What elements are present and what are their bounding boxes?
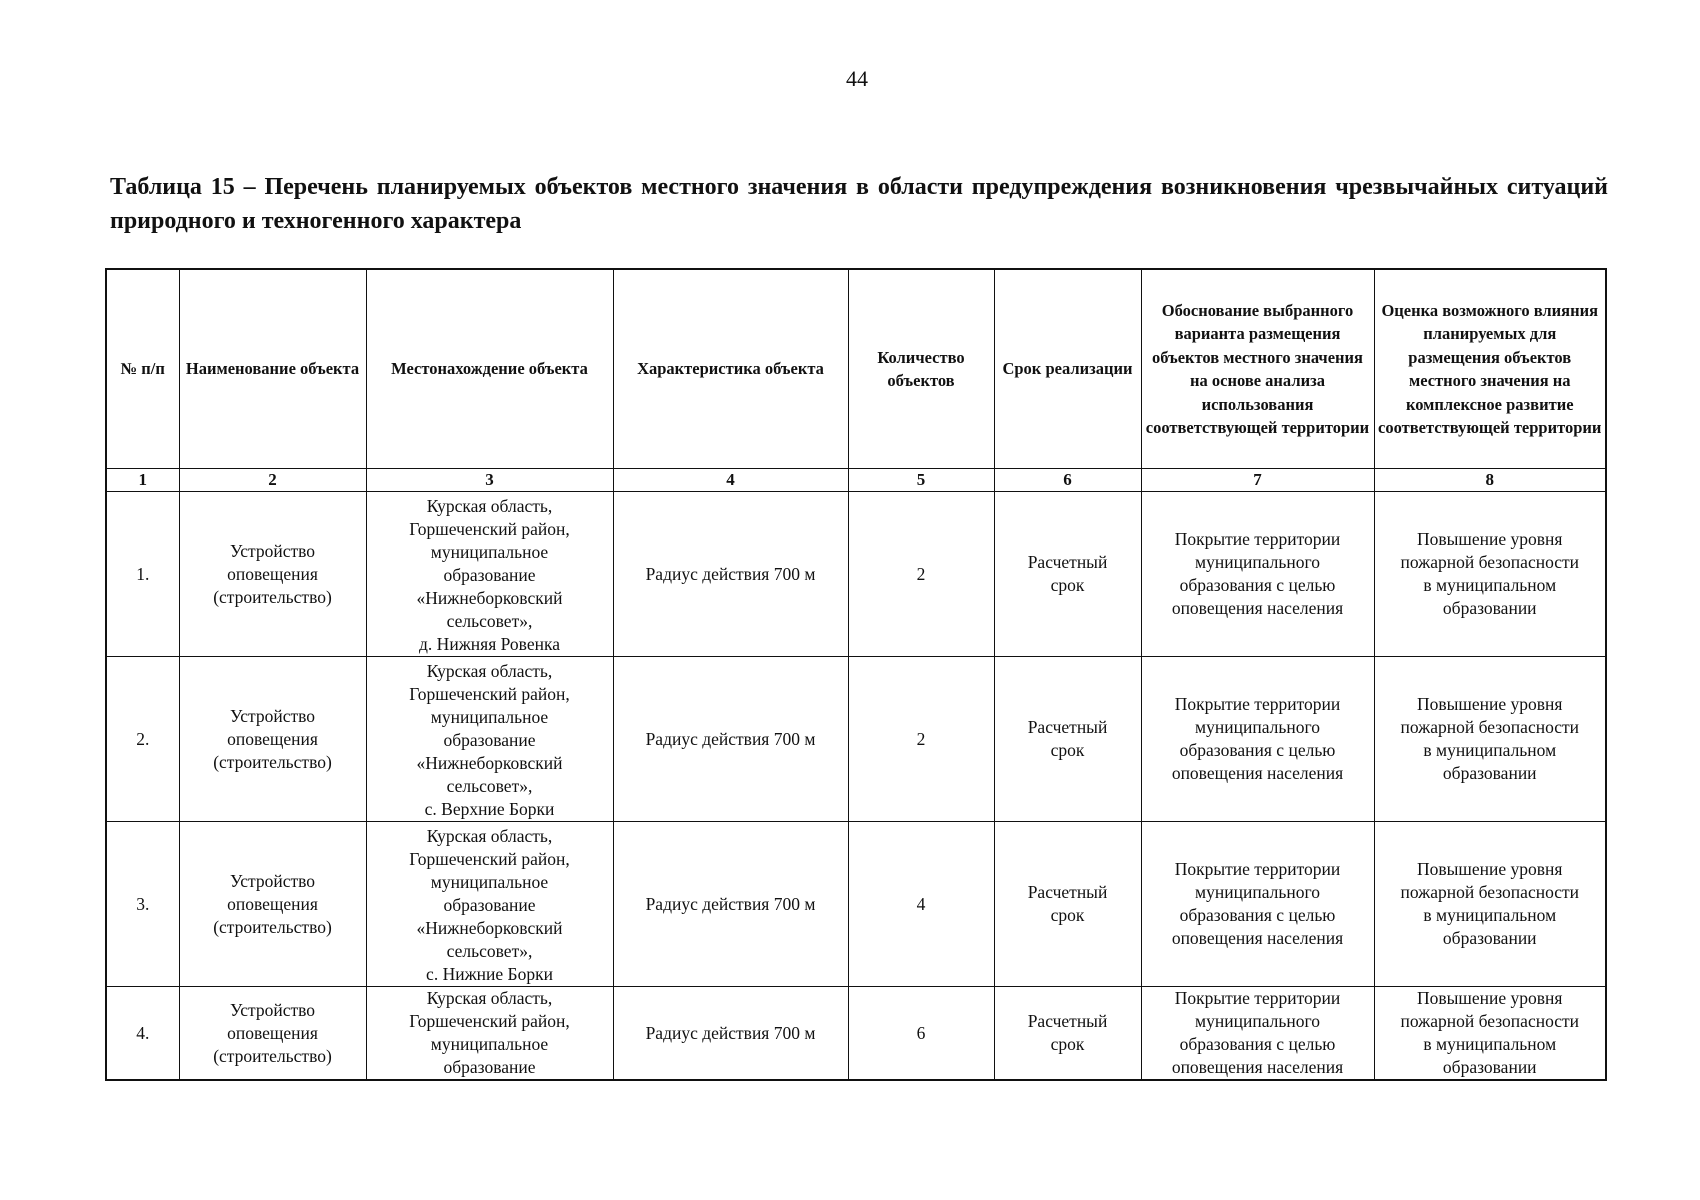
cell-text-line: Повышение уровня [1417,694,1563,714]
cell-text-line: Устройство [229,705,316,726]
cell-text-line: муниципальное [430,872,549,892]
cell-text-line: муниципальное [430,1034,549,1054]
object-name-cell [179,987,366,1081]
characteristic-cell: Радиус действия 700 м [613,987,848,1081]
cell-text-line: Курская область, [426,826,553,846]
cell-text-line: Покрытие территории [1174,694,1341,714]
header-cell: Обоснование выбранного варианта размещения объектов местного значения на основе анализа использования соответствующей территории [1141,269,1374,469]
cell-text-line: Покрытие территории [1174,529,1341,549]
header-cell: Местонахождение объекта [366,269,613,469]
objects-table [105,268,1607,1081]
cell-text-line: сельсовет», [446,776,533,796]
justification-cell [1141,822,1374,987]
cell-text-line: Горшеченский район, [409,519,570,539]
column-number-cell: 1 [106,469,179,492]
cell-text-line: Горшеченский район, [409,684,570,704]
cell-text-line: муниципальное [430,707,549,727]
term-cell [994,822,1141,987]
cell-text-line: «Нижнеборковский [416,588,563,608]
object-name-cell [179,492,366,657]
cell-text-line: Устройство [229,540,316,561]
cell-text-line: сельсовет», [446,941,533,961]
cell-text-line: (строительство) [213,751,332,772]
table-row [106,987,1606,1081]
column-number-cell: 2 [179,469,366,492]
impact-cell [1374,987,1606,1081]
cell-text-line: Расчетный [1027,552,1108,572]
column-number-row [106,469,1606,492]
header-cell: Количество объектов [848,269,994,469]
cell-text-line: Устройство [229,870,316,891]
object-name-cell [179,657,366,822]
cell-text-line: Курская область, [426,661,553,681]
cell-text-line: в муниципальном [1423,905,1557,925]
column-number-cell: 7 [1141,469,1374,492]
cell-text-line: образовании [1442,1057,1537,1077]
cell-text-line: Расчетный [1027,717,1108,737]
cell-text-line: оповещения [227,563,318,584]
table-caption: Таблица 15 – Перечень планируемых объектов местного значения в области предупреждения возникновения чрезвычайных ситуаций природного и техногенного характера [110,174,1608,234]
cell-text-line: образование [443,1057,536,1077]
cell-text-line: с. Верхние Борки [424,799,555,819]
characteristic-cell: Радиус действия 700 м [613,492,848,657]
location-cell [366,657,613,822]
column-number-cell: 6 [994,469,1141,492]
cell-text-line: оповещения [227,893,318,914]
header-cell: Срок реализации [994,269,1141,469]
cell-text-line: (строительство) [213,1045,332,1066]
header-row [106,269,1606,469]
cell-text-line: образования с целью [1179,1034,1336,1054]
column-number-cell: 8 [1374,469,1606,492]
cell-text-line: в муниципальном [1423,1034,1557,1054]
table-row [106,492,1606,657]
object-name-cell [179,822,366,987]
cell-text-line: образования с целью [1179,575,1336,595]
page-number: 44 [846,66,868,91]
cell-text-line: Горшеченский район, [409,1011,570,1031]
characteristic-cell: Радиус действия 700 м [613,657,848,822]
impact-cell [1374,822,1606,987]
cell-text-line: пожарной безопасности [1400,1011,1580,1031]
cell-text-line: срок [1050,740,1085,760]
cell-text-line: муниципального [1195,552,1320,572]
justification-cell [1141,657,1374,822]
term-cell [994,657,1141,822]
cell-text-line: д. Нижняя Ровенка [419,634,560,654]
cell-text-line: в муниципальном [1423,575,1557,595]
cell-text-line: пожарной безопасности [1400,882,1580,902]
cell-text-line: оповещения населения [1171,763,1344,783]
row-number-cell: 3. [106,822,179,987]
cell-text-line: оповещения [227,728,318,749]
cell-text-line: оповещения [227,1022,318,1043]
count-cell: 4 [848,822,994,987]
row-number-cell: 1. [106,492,179,657]
cell-text-line: Повышение уровня [1417,988,1563,1008]
term-cell [994,987,1141,1081]
row-number-cell: 4. [106,987,179,1081]
cell-text-line: образовании [1442,598,1537,618]
header-cell: Наименование объекта [179,269,366,469]
cell-text-line: (строительство) [213,916,332,937]
impact-cell [1374,657,1606,822]
cell-text-line: Расчетный [1027,1011,1108,1031]
cell-text-line: образование [443,730,536,750]
cell-text-line: Расчетный [1027,882,1108,902]
count-cell: 2 [848,492,994,657]
cell-text-line: «Нижнеборковский [416,753,563,773]
justification-cell [1141,987,1374,1081]
cell-text-line: (строительство) [213,586,332,607]
column-number-cell: 5 [848,469,994,492]
cell-text-line: срок [1050,905,1085,925]
cell-text-line: «Нижнеборковский [416,918,563,938]
cell-text-line: Курская область, [426,988,553,1008]
cell-text-line: образования с целью [1179,740,1336,760]
cell-text-line: муниципальное [430,542,549,562]
cell-text-line: Горшеченский район, [409,849,570,869]
count-cell: 2 [848,657,994,822]
cell-text-line: срок [1050,575,1085,595]
cell-text-line: Покрытие территории [1174,859,1341,879]
cell-text-line: Устройство [229,999,316,1020]
cell-text-line: Повышение уровня [1417,529,1563,549]
cell-text-line: образование [443,895,536,915]
column-number-cell: 3 [366,469,613,492]
cell-text-line: Повышение уровня [1417,859,1563,879]
count-cell: 6 [848,987,994,1081]
row-number-cell: 2. [106,657,179,822]
cell-text-line: пожарной безопасности [1400,717,1580,737]
impact-cell [1374,492,1606,657]
location-cell [366,822,613,987]
cell-text-line: муниципального [1195,717,1320,737]
cell-text-line: образования с целью [1179,905,1336,925]
cell-text-line: пожарной безопасности [1400,552,1580,572]
location-cell [366,492,613,657]
cell-text-line: Покрытие территории [1174,988,1341,1008]
cell-text-line: оповещения населения [1171,1057,1344,1077]
table-row [106,657,1606,822]
cell-text-line: образование [443,565,536,585]
header-cell: Оценка возможного влияния планируемых для размещения объектов местного значения на комплексное развитие соответствующей территории [1374,269,1606,469]
cell-text-line: срок [1050,1034,1085,1054]
location-cell [366,987,613,1081]
term-cell [994,492,1141,657]
cell-text-line: оповещения населения [1171,598,1344,618]
justification-cell [1141,492,1374,657]
header-cell: № п/п [106,269,179,469]
cell-text-line: муниципального [1195,882,1320,902]
cell-text-line: муниципального [1195,1011,1320,1031]
cell-text-line: образовании [1442,928,1537,948]
column-number-cell: 4 [613,469,848,492]
cell-text-line: Курская область, [426,496,553,516]
header-cell: Характеристика объекта [613,269,848,469]
table-row [106,822,1606,987]
cell-text-line: с. Нижние Борки [426,964,553,984]
cell-text-line: сельсовет», [446,611,533,631]
characteristic-cell: Радиус действия 700 м [613,822,848,987]
cell-text-line: оповещения населения [1171,928,1344,948]
cell-text-line: образовании [1442,763,1537,783]
cell-text-line: в муниципальном [1423,740,1557,760]
